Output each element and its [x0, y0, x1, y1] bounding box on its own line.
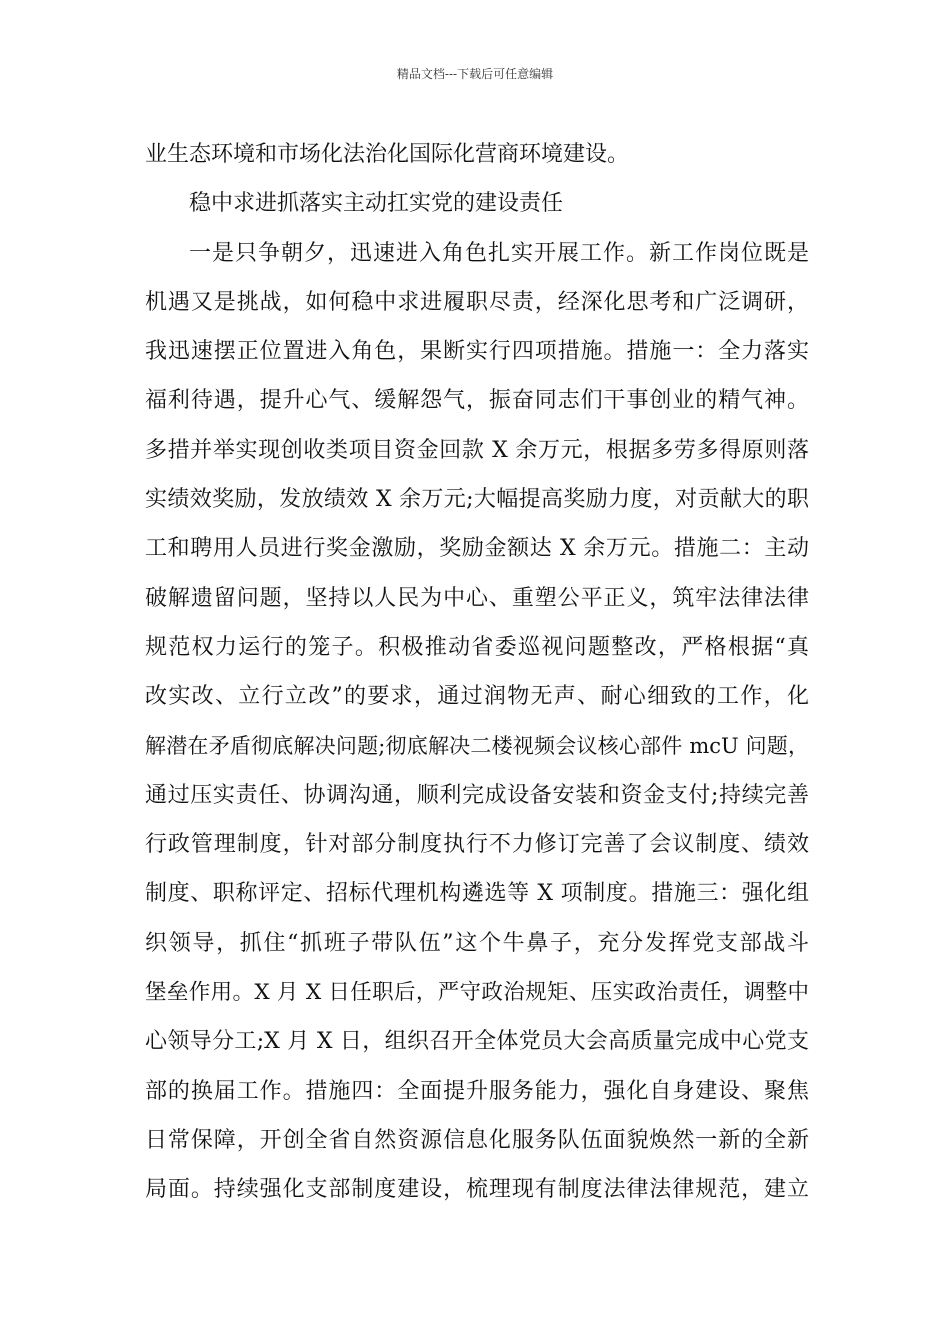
paragraph-line: 织领导，抓住“抓班子带队伍”这个牛鼻子，充分发挥党支部战斗 — [145, 930, 809, 956]
page-header: 精品文档---下载后可任意编辑 — [396, 67, 554, 81]
paragraph-line: 制度、职称评定、招标代理机构遴选等 X 项制度。措施三：强化组 — [145, 881, 809, 907]
paragraph-line: 堡垒作用。X 月 X 日任职后，严守政治规矩、压实政治责任，调整中 — [145, 980, 809, 1006]
paragraph-line: 改实改、立行立改”的要求，通过润物无声、耐心细致的工作，化 — [145, 684, 809, 710]
paragraph-line: 日常保障，开创全省自然资源信息化服务队伍面貌焕然一新的全新 — [145, 1127, 809, 1153]
paragraph-line: 机遇又是挑战，如何稳中求进履职尽责，经深化思考和广泛调研， — [145, 289, 809, 315]
paragraph-line: 我迅速摆正位置进入角色，果断实行四项措施。措施一：全力落实 — [145, 339, 809, 365]
paragraph-line: 实绩效奖励，发放绩效 X 余万元;大幅提高奖励力度，对贡献大的职 — [145, 487, 809, 513]
paragraph-line: 局面。持续强化支部制度建设，梳理现有制度法律法律规范，建立 — [145, 1177, 809, 1203]
document-body — [145, 130, 809, 1215]
paragraph-line: 解潜在矛盾彻底解决问题;彻底解决二楼视频会议核心部件 mcU 问题， — [145, 733, 809, 758]
paragraph-line: 业生态环境和市场化法治化国际化营商环境建设。 — [145, 142, 630, 167]
paragraph-line: 一是只争朝夕，迅速进入角色扎实开展工作。新工作岗位既是 — [189, 240, 809, 266]
paragraph-line: 通过压实责任、协调沟通，顺利完成设备安装和资金支付;持续完善 — [145, 782, 809, 808]
paragraph-line: 多措并举实现创收类项目资金回款 X 余万元，根据多劳多得原则落 — [145, 437, 809, 463]
paragraph-line: 福利待遇，提升心气、缓解怨气，振奋同志们干事创业的精气神。 — [145, 388, 809, 414]
paragraph-line: 部的换届工作。措施四：全面提升服务能力，强化自身建设、聚焦 — [145, 1078, 809, 1104]
paragraph-line: 工和聘用人员进行奖金激励，奖励金额达 X 余万元。措施二：主动 — [145, 536, 809, 562]
paragraph-line: 破解遗留问题，坚持以人民为中心、重塑公平正义，筑牢法律法律 — [145, 585, 809, 611]
section-heading: 稳中求进抓落实主动扛实党的建设责任 — [189, 191, 564, 217]
paragraph-line: 规范权力运行的笼子。积极推动省委巡视问题整改，严格根据“真 — [145, 634, 809, 660]
paragraph-line: 行政管理制度，针对部分制度执行不力修订完善了会议制度、绩效 — [145, 832, 809, 858]
paragraph-line: 心领导分工;X 月 X 日，组织召开全体党员大会高质量完成中心党支 — [145, 1029, 809, 1055]
